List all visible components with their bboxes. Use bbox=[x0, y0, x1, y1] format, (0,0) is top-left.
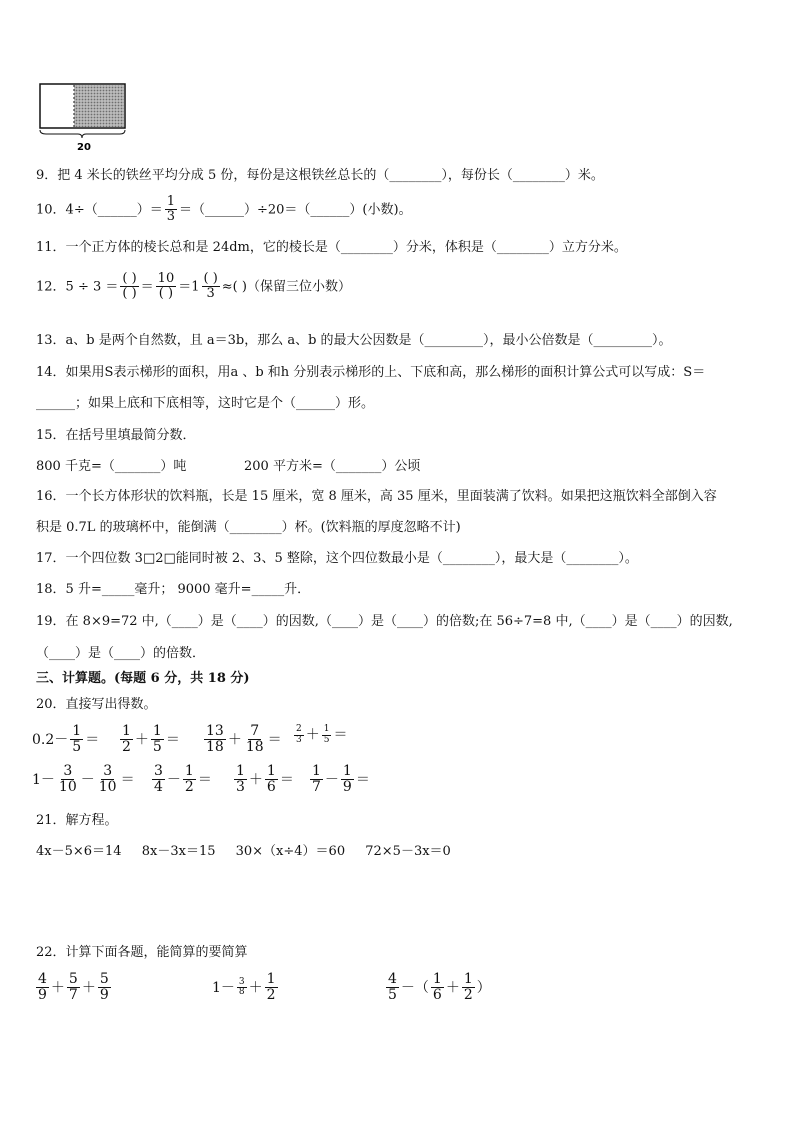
fraction: $\frac{( )}{3}$ bbox=[203, 271, 218, 302]
question-18: 18．5 升=_____毫升； 9000 毫升=_____升． bbox=[36, 582, 311, 597]
fraction: $\frac{5}{7}$ bbox=[68, 971, 78, 1004]
expr: $\frac{3}{4}$ － $\frac{1}{2}$ ＝ bbox=[154, 763, 212, 796]
question-19-line2: （____）是（____）的倍数． bbox=[36, 646, 206, 661]
fraction: $\frac{1}{9}$ bbox=[342, 763, 352, 796]
question-15-part-b: 200 平方米=（_______）公顷 bbox=[244, 459, 421, 474]
fraction: $\frac{4}{9}$ bbox=[38, 971, 47, 1004]
expr: 0.2－ $\frac{1}{5}$ ＝ bbox=[32, 723, 100, 756]
fraction: $\frac{2}{3}$ bbox=[296, 723, 302, 745]
question-21: 21．解方程。 bbox=[36, 813, 118, 828]
fraction: $\frac{1}{2}$ bbox=[122, 723, 131, 756]
fraction: $\frac{5}{9}$ bbox=[99, 971, 109, 1004]
q21-equations: 4x－5×6＝14 8x－3x＝15 30×（x÷4）＝60 72×5－3x＝0 bbox=[36, 844, 451, 859]
question-13: 13．a、b 是两个自然数，且 a＝3b，那么 a、b 的最大公因数是（_________），最小公倍数是（_________）。 bbox=[36, 333, 672, 348]
fraction: $\frac{7}{18}$ bbox=[245, 723, 264, 756]
fraction: $\frac{3}{10}$ bbox=[58, 763, 77, 796]
question-12: 12．5 ÷ 3 ＝ $\frac{( )}{( )}$ ＝ $\frac{10}{( )}$ ＝1 $\frac{( )}{3}$ ≈( )（保留三位小数） bbox=[36, 271, 351, 302]
fraction: $\frac{1}{6}$ bbox=[432, 971, 442, 1004]
fraction: $\frac{13}{18}$ bbox=[206, 723, 224, 756]
fraction: $\frac{1}{3}$ bbox=[166, 194, 175, 225]
fraction: $\frac{1}{3}$ bbox=[236, 763, 245, 796]
fraction: $\frac{10}{( )}$ bbox=[157, 271, 175, 302]
question-16-line2: 积是 0.7L 的玻璃杯中，能倒满（________）杯。(饮料瓶的厚度忽略不计) bbox=[36, 520, 461, 535]
question-17: 17．一个四位数 3□2□能同时被 2、3、5 整除，这个四位数最小是（________），最大是（________）。 bbox=[36, 551, 638, 566]
fraction: $\frac{( )}{( )}$ bbox=[122, 271, 137, 302]
expr: $\frac{1}{3}$ ＋ $\frac{1}{6}$ ＝ bbox=[236, 763, 294, 796]
fraction: $\frac{3}{10}$ bbox=[98, 763, 117, 796]
fraction: $\frac{1}{5}$ bbox=[323, 723, 330, 745]
expr: $\frac{13}{18}$ ＋ $\frac{7}{18}$ ＝ bbox=[206, 723, 282, 756]
question-14-line1: 14．如果用S表示梯形的面积，用a 、b 和h 分别表示梯形的上、下底和高，那么梯形的面积计算公式可以写成：S＝ bbox=[36, 365, 706, 380]
expr: 1－ $\frac{3}{8}$ ＋ $\frac{1}{2}$ bbox=[212, 971, 276, 1004]
question-19-line1: 19．在 8×9=72 中,（____）是（____）的因数,（____）是（____）的倍数;在 56÷7=8 中,（____）是（____）的因数, bbox=[36, 614, 733, 629]
fraction: $\frac{1}{5}$ bbox=[72, 723, 82, 756]
expr: $\frac{4}{5}$ －（ $\frac{1}{6}$ ＋ $\frac{1}{2}$ ） bbox=[388, 971, 491, 1004]
question-16-line1: 16．一个长方体形状的饮料瓶，长是 15 厘米，宽 8 厘米，高 35 厘米，里面装满了饮料。如果把这瓶饮料全部倒入容 bbox=[36, 489, 717, 504]
fraction: $\frac{1}{2}$ bbox=[463, 971, 473, 1004]
question-15: 15．在括号里填最简分数． bbox=[36, 428, 196, 443]
expr: $\frac{4}{9}$ ＋ $\frac{5}{7}$ ＋ $\frac{5}{9}$ bbox=[38, 971, 109, 1004]
fraction: $\frac{1}{2}$ bbox=[184, 763, 194, 796]
question-22: 22．计算下面各题，能简算的要简算 bbox=[36, 945, 248, 960]
fraction: $\frac{3}{4}$ bbox=[154, 763, 163, 796]
figure-label: 20 bbox=[77, 142, 91, 153]
question-20: 20．直接写出得数。 bbox=[36, 697, 157, 712]
fraction: $\frac{1}{6}$ bbox=[266, 763, 276, 796]
expr: $\frac{2}{3}$ ＋ $\frac{1}{5}$ ＝ bbox=[296, 723, 348, 745]
fraction: $\frac{1}{2}$ bbox=[266, 971, 276, 1004]
section-heading: 三、计算题。(每题 6 分，共 18 分) bbox=[36, 671, 250, 686]
bar-figure bbox=[36, 80, 132, 156]
fraction: $\frac{1}{5}$ bbox=[152, 723, 162, 756]
fraction: $\frac{1}{7}$ bbox=[312, 763, 321, 796]
question-10: 10．4÷（______）＝ $\frac{1}{3}$ ＝（______）÷20＝（______）(小数)。 bbox=[36, 194, 412, 225]
question-9: 9．把 4 米长的铁丝平均分成 5 份，每份是这根铁丝总长的（________），每份长（________）米。 bbox=[36, 168, 604, 183]
expr: 1－ $\frac{3}{10}$ － $\frac{3}{10}$ ＝ bbox=[32, 763, 135, 796]
fraction: $\frac{3}{8}$ bbox=[238, 976, 245, 998]
fraction: $\frac{4}{5}$ bbox=[388, 971, 397, 1004]
question-15-part-a: 800 千克=（_______）吨 bbox=[36, 459, 187, 474]
question-11: 11．一个正方体的棱长总和是 24dm，它的棱长是（________）分米，体积是（________）立方分米。 bbox=[36, 240, 627, 255]
expr: $\frac{1}{7}$ － $\frac{1}{9}$ ＝ bbox=[312, 763, 370, 796]
expr: $\frac{1}{2}$ ＋ $\frac{1}{5}$ ＝ bbox=[122, 723, 180, 756]
question-14-line2: ______；如果上底和下底相等，这时它是个（______）形。 bbox=[36, 396, 375, 411]
